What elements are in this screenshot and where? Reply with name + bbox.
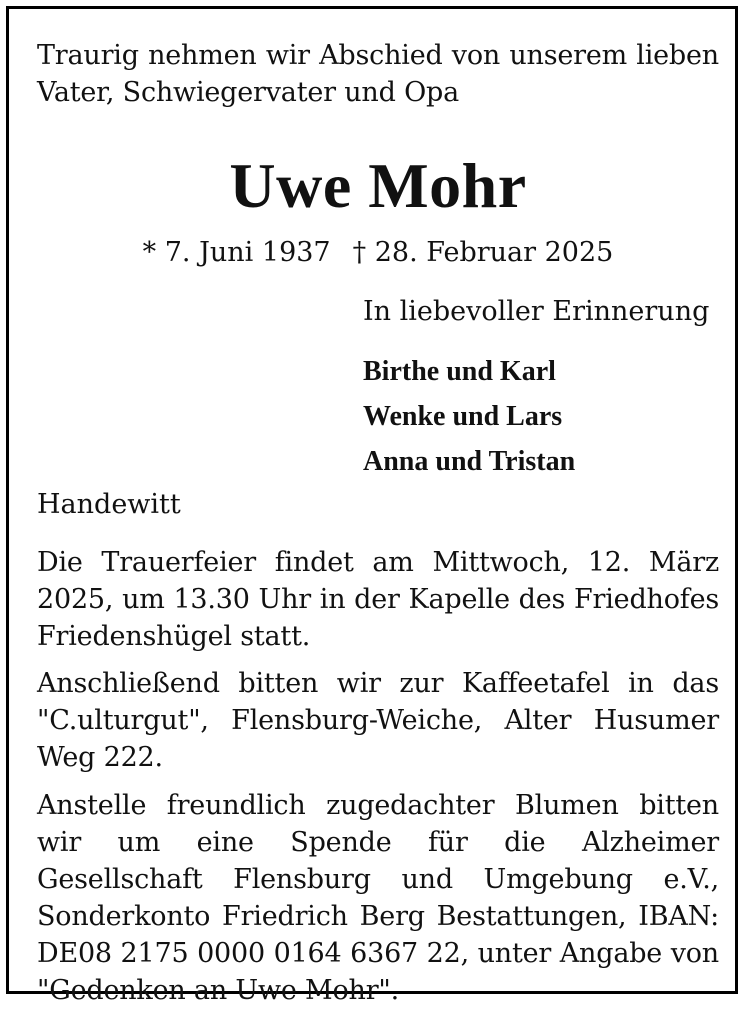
intro-text: Traurig nehmen wir Abschied von unserem lieben Vater, Schwiegervater und Opa	[37, 40, 719, 108]
reception-paragraph: Anschließend bitten wir zur Kaffeetafel in das "C.ulturgut", Flensburg-Weiche, Alter Husumer Weg 222.	[37, 668, 719, 773]
remembrance-line: In liebevoller Erinnerung	[363, 296, 710, 327]
funeral-service-paragraph: Die Trauerfeier findet am Mittwoch, 12. März 2025, um 13.30 Uhr in der Kapelle des Friedhofes Friedenshügel statt.	[37, 547, 719, 652]
family-list	[363, 349, 575, 484]
life-dates	[37, 235, 719, 271]
donation-paragraph: Anstelle freundlich zugedachter Blumen bitten wir um eine Spende für die Alzheimer Gesellschaft Flensburg und Umgebung e.V., Sonderkonto Friedrich Berg Bestattungen, IBAN: DE08 2175 0000 0164 6367 22, unter Angabe von "Gedenken an Uwe Mohr".	[37, 790, 719, 1006]
family-member: Wenke und Lars	[363, 401, 563, 432]
birth-date: * 7. Juni 1937	[142, 237, 331, 268]
obituary-frame	[6, 6, 738, 1006]
location-text: Handewitt	[37, 489, 181, 520]
family-member: Anna und Tristan	[363, 446, 576, 477]
deceased-name: Uwe Mohr	[229, 150, 527, 221]
death-date: † 28. Februar 2025	[352, 237, 614, 268]
family-member: Birthe und Karl	[363, 356, 556, 387]
